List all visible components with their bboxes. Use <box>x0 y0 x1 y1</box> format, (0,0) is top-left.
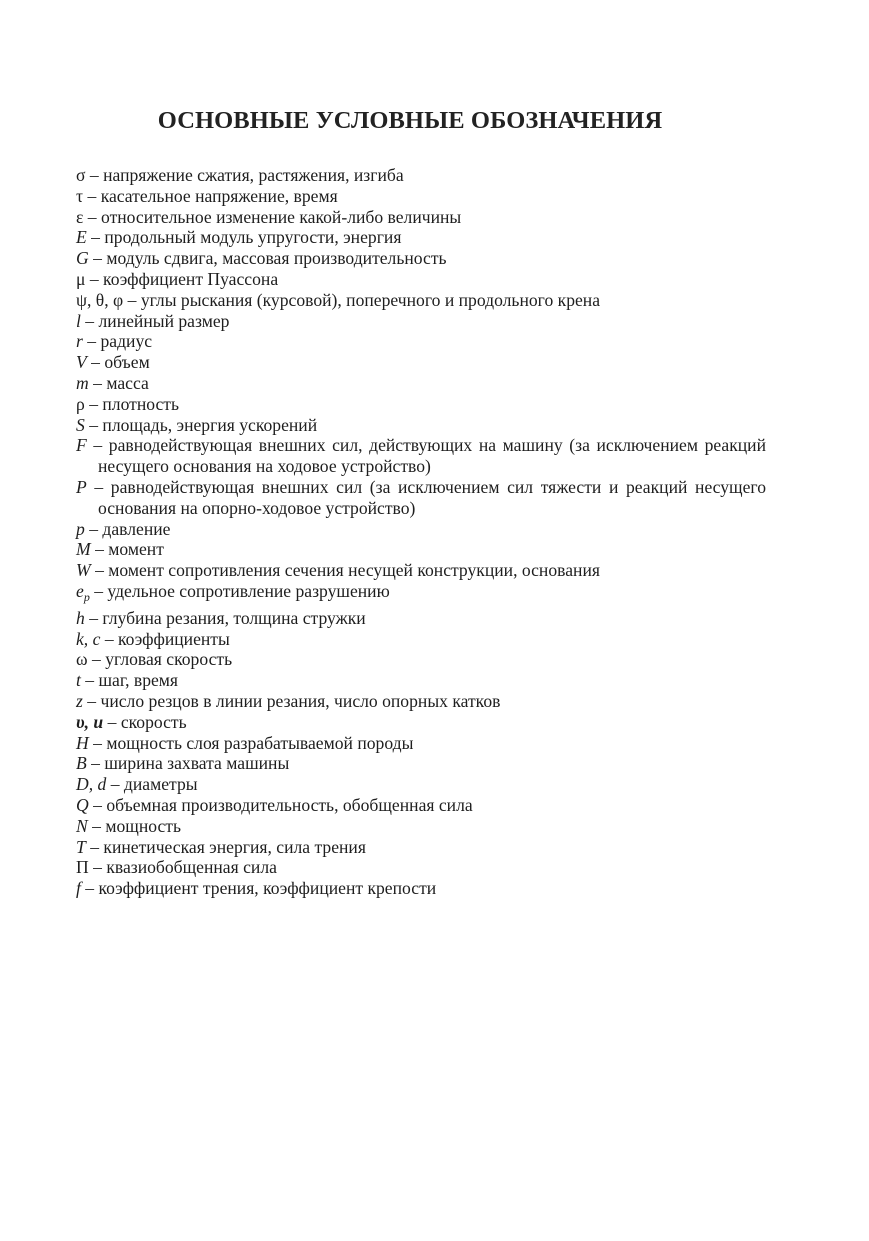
notation-symbol: S <box>76 414 85 435</box>
notation-dash: – <box>93 248 102 269</box>
notation-symbol: ε <box>76 206 84 227</box>
notation-definition: число резцов в линии резания, число опорных катков <box>100 690 501 711</box>
notation-dash: – <box>93 372 102 393</box>
notation-entry <box>76 352 766 373</box>
notation-definition: момент сопротивления сечения несущей конструкции, основания <box>108 560 600 581</box>
notation-symbol: υ, u <box>76 711 104 732</box>
notation-symbol: H <box>76 732 89 753</box>
notation-symbol: M <box>76 539 91 560</box>
notation-entry <box>76 227 766 248</box>
notation-entry <box>76 269 766 290</box>
notation-dash: – <box>87 185 97 206</box>
notation-entry <box>76 608 766 629</box>
notation-dash: – <box>89 393 98 414</box>
notation-definition: плотность <box>102 393 180 414</box>
notation-definition: угловая скорость <box>105 649 233 670</box>
notation-definition: момент <box>108 539 164 560</box>
notation-dash: – <box>85 670 95 691</box>
notation-symbol: N <box>76 815 88 836</box>
notation-dash: – <box>87 206 97 227</box>
notation-symbol: m <box>76 372 89 393</box>
notation-entry <box>76 691 766 712</box>
notation-entry <box>76 857 766 878</box>
notation-symbol: k, c <box>76 628 101 649</box>
notation-definition: радиус <box>100 331 153 352</box>
notation-definition: напряжение сжатия, растяжения, изгиба <box>103 165 404 185</box>
notation-symbol: r <box>76 331 83 352</box>
notation-definition: продольный модуль упругости, энергия <box>104 227 402 248</box>
notation-definition: шаг, время <box>98 670 179 691</box>
notation-symbol: t <box>76 670 81 691</box>
notation-symbol: p <box>76 518 85 539</box>
notation-symbol: V <box>76 352 87 373</box>
notation-entry <box>76 581 766 608</box>
notation-dash: – <box>94 580 104 601</box>
notation-symbol: P <box>76 476 87 497</box>
notation-dash: – <box>91 227 100 248</box>
notation-symbol: Q <box>76 794 89 815</box>
notation-definition: глубина резания, толщина стружки <box>102 607 366 628</box>
notation-entry <box>76 733 766 754</box>
notation-symbol: B <box>76 753 87 774</box>
notation-dash: – <box>87 690 97 711</box>
notation-entry <box>76 186 766 207</box>
notation-dash: – <box>85 310 95 331</box>
notation-dash: – <box>89 607 98 628</box>
notation-entry <box>76 795 766 816</box>
notation-definition: квазиобобщенная сила <box>106 857 277 878</box>
notation-entry <box>76 207 766 228</box>
notation-definition: мощность слоя разрабатываемой породы <box>106 732 414 753</box>
notation-symbol: τ <box>76 185 84 206</box>
notation-dash: – <box>107 711 117 732</box>
notation-entry <box>76 774 766 795</box>
notation-entry <box>76 248 766 269</box>
notation-dash: – <box>93 857 102 878</box>
notation-definition: касательное напряжение, время <box>100 185 338 206</box>
notation-entry <box>76 753 766 774</box>
notation-definition: линейный размер <box>98 310 230 331</box>
notation-symbol: μ <box>76 268 86 289</box>
notation-dash: – <box>89 518 98 539</box>
notation-symbol: П <box>76 857 89 878</box>
notation-entry <box>76 878 766 899</box>
notation-dash: – <box>89 268 99 289</box>
notation-entry <box>76 649 766 670</box>
notation-symbol: f <box>76 878 81 899</box>
notation-subscript: p <box>83 589 90 604</box>
notation-dash: – <box>104 628 114 649</box>
notation-dash: – <box>87 331 97 352</box>
notation-definition: кинетическая энергия, сила трения <box>103 836 366 857</box>
notation-definition: относительное изменение какой-либо величины <box>101 206 462 227</box>
notation-dash: – <box>91 352 100 373</box>
notation-dash: – <box>92 815 101 836</box>
notation-entry <box>76 415 766 436</box>
notation-entry <box>76 477 766 519</box>
notation-symbol: D, d <box>76 774 107 795</box>
notation-definition: объем <box>104 352 150 373</box>
notation-symbol: ρ <box>76 393 85 414</box>
notation-entry <box>76 290 766 311</box>
notation-entry <box>76 837 766 858</box>
notation-definition: масса <box>106 372 149 393</box>
notation-entry <box>76 331 766 352</box>
notation-definition: модуль сдвига, массовая производительность <box>106 248 447 269</box>
notation-symbol: ω <box>76 649 88 670</box>
notation-definition: углы рыскания (курсовой), поперечного и продольного крена <box>140 289 601 310</box>
notation-entry <box>76 816 766 837</box>
notation-dash: – <box>85 878 95 899</box>
notation-symbol: ψ, θ, φ <box>76 289 124 310</box>
notation-symbol: W <box>76 560 91 581</box>
notation-dash: – <box>90 836 99 857</box>
notation-definition: коэффициент Пуассона <box>103 268 279 289</box>
notation-symbol: σ <box>76 165 86 185</box>
notation-dash: – <box>95 539 104 560</box>
notation-dash: – <box>89 165 99 185</box>
notation-definition: удельное сопротивление разрушению <box>107 580 390 601</box>
page-title: ОСНОВНЫЕ УСЛОВНЫЕ ОБОЗНАЧЕНИЯ <box>157 107 663 134</box>
notation-definition: коэффициент трения, коэффициент крепости <box>98 878 437 899</box>
notation-definition: площадь, энергия ускорений <box>102 414 318 435</box>
notation-entry <box>76 560 766 581</box>
notation-entry <box>76 539 766 560</box>
notation-entry <box>76 670 766 691</box>
notation-dash: – <box>93 732 102 753</box>
notation-entry <box>76 165 766 186</box>
notation-definition: диаметры <box>123 774 198 795</box>
notation-symbol: G <box>76 248 89 269</box>
notation-entry <box>76 394 766 415</box>
notation-symbol: z <box>76 690 83 711</box>
notation-symbol: e <box>76 580 84 601</box>
notation-dash: – <box>92 649 101 670</box>
notation-dash: – <box>93 794 102 815</box>
notation-definition: коэффициенты <box>118 628 230 649</box>
notation-dash: – <box>110 774 120 795</box>
notation-definition: равнодействующая внешних сил, действующих на машину (за исключением реакций несущего основания на ходовое устройство) <box>98 435 767 477</box>
notation-list <box>76 165 766 899</box>
notation-definition: давление <box>102 518 171 539</box>
notation-symbol: F <box>76 435 87 456</box>
notation-entry <box>76 712 766 733</box>
notation-symbol: E <box>76 227 87 248</box>
notation-dash: – <box>127 289 137 310</box>
notation-entry <box>76 373 766 394</box>
notation-dash: – <box>95 560 104 581</box>
notation-definition: мощность <box>105 815 182 836</box>
notation-entry <box>76 311 766 332</box>
notation-definition: скорость <box>120 711 187 732</box>
notation-entry <box>76 435 766 477</box>
notation-entry <box>76 519 766 540</box>
notation-symbol: h <box>76 607 85 628</box>
notation-definition: ширина захвата машины <box>104 753 290 774</box>
notation-dash: – <box>93 435 103 456</box>
notation-symbol: T <box>76 836 86 857</box>
notation-entry <box>76 629 766 650</box>
notation-dash: – <box>94 476 104 497</box>
notation-definition: объемная производительность, обобщенная сила <box>106 794 473 815</box>
notation-symbol: l <box>76 310 81 331</box>
notation-definition: равнодействующая внешних сил (за исключением сил тяжести и реакций несущего основания на опорно-ходовое устройство) <box>98 476 766 518</box>
notation-dash: – <box>91 753 100 774</box>
notation-dash: – <box>89 414 98 435</box>
